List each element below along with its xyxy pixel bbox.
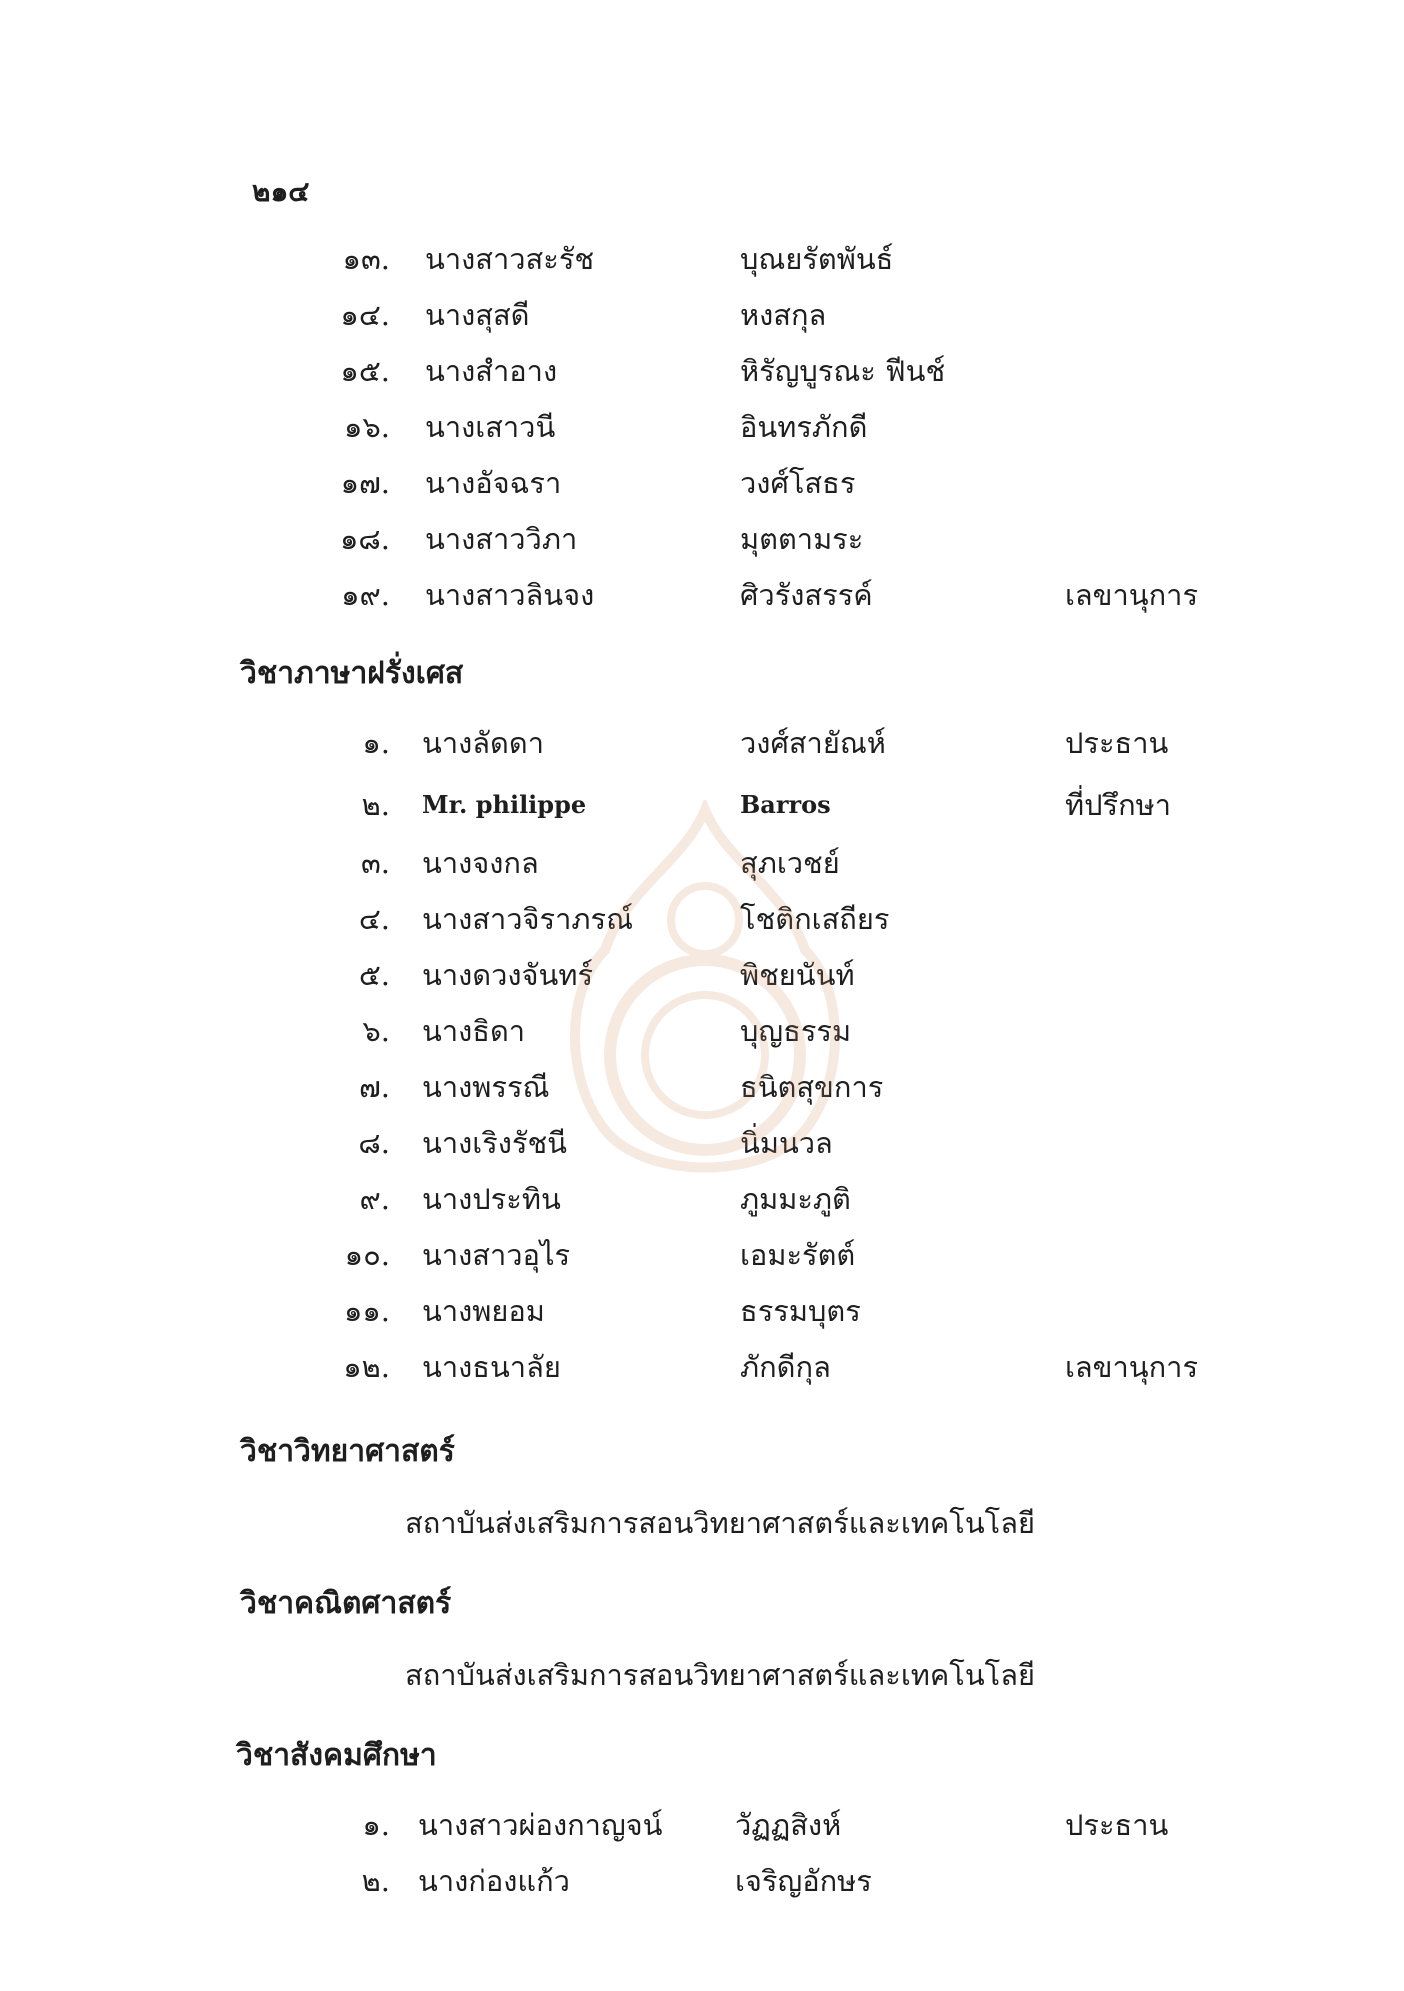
- last-name: ภักดีกุล: [740, 1350, 831, 1384]
- list-item: [0, 236, 1404, 286]
- first-name: นางสาวลินจง: [425, 578, 595, 612]
- last-name: วงศ์โสธร: [740, 466, 856, 500]
- list-item: [0, 1232, 1404, 1282]
- item-number: ๑.: [362, 1808, 390, 1842]
- heading-french: วิชาภาษาฝรั่งเศส: [240, 656, 464, 691]
- list-item: [0, 1344, 1404, 1394]
- item-number: ๙.: [359, 1182, 390, 1216]
- item-number: ๒.: [361, 1864, 390, 1898]
- first-name: นางธิดา: [422, 1014, 526, 1048]
- last-name: เอมะรัตต์: [740, 1238, 856, 1272]
- first-name: นางเสาวนี: [425, 410, 556, 444]
- first-name: นางพรรณี: [422, 1070, 550, 1104]
- last-name: ธนิตสุขการ: [740, 1070, 884, 1104]
- list-item: [0, 516, 1404, 566]
- role: เลขานุการ: [1065, 1350, 1199, 1384]
- first-name: นางสาววิภา: [425, 522, 578, 556]
- last-name: บุณยรัตพันธ์: [740, 242, 894, 276]
- list-item: [0, 460, 1404, 510]
- item-number: ๑๗.: [340, 466, 390, 500]
- first-name: นางสุสดี: [425, 298, 530, 332]
- list-item: [0, 1858, 1404, 1908]
- list-item: [0, 720, 1404, 770]
- item-number: ๑.: [362, 726, 390, 760]
- last-name: หิรัญบูรณะ ฟีนช์: [740, 354, 946, 388]
- item-number: ๑๕.: [340, 354, 390, 388]
- heading-social-studies: วิชาสังคมศึกษา: [236, 1738, 437, 1773]
- first-name: นางสาวสะรัช: [425, 242, 595, 276]
- watermark-seal-icon: [555, 800, 855, 1190]
- list-item: [0, 1288, 1404, 1338]
- item-number: ๒.: [361, 788, 390, 822]
- first-name: นางประทิน: [422, 1182, 561, 1216]
- last-name: วงศ์สายัณห์: [740, 726, 886, 760]
- first-name: นางพยอม: [422, 1294, 545, 1328]
- item-number: ๗.: [358, 1070, 390, 1104]
- first-name: นางอัจฉรา: [425, 466, 562, 500]
- heading-science: วิชาวิทยาศาสตร์: [240, 1434, 455, 1469]
- item-number: ๔.: [358, 902, 390, 936]
- role: ประธาน: [1065, 726, 1169, 760]
- first-name: Mr. philippe: [422, 790, 587, 819]
- last-name: พิชยนันท์: [740, 958, 855, 992]
- item-number: ๘.: [358, 1126, 390, 1160]
- seal-inner-ring: [645, 995, 765, 1115]
- list-item: [0, 404, 1404, 454]
- last-name: หงสกุล: [740, 298, 827, 332]
- last-name: มุตตามระ: [740, 522, 864, 556]
- list-item: [0, 292, 1404, 342]
- last-name: ศิวรังสรรค์: [740, 578, 873, 612]
- first-name: นางเริงรัชนี: [422, 1126, 567, 1160]
- first-name: นางสาวจิราภรณ์: [422, 902, 633, 936]
- first-name: นางสาวอุไร: [422, 1238, 571, 1272]
- first-name: นางดวงจันทร์: [422, 958, 594, 992]
- first-name: นางลัดดา: [422, 726, 544, 760]
- math-institution: สถาบันส่งเสริมการสอนวิทยาศาสตร์และเทคโนโลยี: [405, 1658, 1035, 1692]
- item-number: ๑๐.: [344, 1238, 390, 1272]
- last-name: ธรรมบุตร: [740, 1294, 861, 1328]
- list-item: [0, 572, 1404, 622]
- item-number: ๑๖.: [343, 410, 390, 444]
- item-number: ๓.: [360, 846, 390, 880]
- last-name: อินทรภักดี: [740, 410, 868, 444]
- item-number: ๑๓.: [342, 242, 390, 276]
- first-name: นางสาวผ่องกาญจน์: [418, 1808, 663, 1842]
- first-name: นางธนาลัย: [422, 1350, 561, 1384]
- item-number: ๑๘.: [340, 522, 390, 556]
- page-number: ๒๑๔: [252, 175, 310, 208]
- item-number: ๑๙.: [341, 578, 390, 612]
- item-number: ๖.: [362, 1014, 390, 1048]
- heading-math: วิชาคณิตศาสตร์: [240, 1586, 452, 1621]
- first-name: นางก่องแก้ว: [418, 1864, 570, 1898]
- last-name: เจริญอักษร: [735, 1864, 872, 1898]
- role: ประธาน: [1065, 1808, 1169, 1842]
- role: ที่ปรึกษา: [1065, 788, 1172, 822]
- last-name: บุญธรรม: [740, 1014, 852, 1048]
- first-name: นางจงกล: [422, 846, 539, 880]
- role: เลขานุการ: [1065, 578, 1199, 612]
- item-number: ๕.: [358, 958, 390, 992]
- science-institution: สถาบันส่งเสริมการสอนวิทยาศาสตร์และเทคโนโลยี: [405, 1506, 1035, 1540]
- item-number: ๑๔.: [340, 298, 390, 332]
- first-name: นางสำอาง: [425, 354, 558, 388]
- list-item: [0, 348, 1404, 398]
- seal-top-wheel: [671, 886, 739, 954]
- last-name: นิ่มนวล: [740, 1126, 833, 1160]
- item-number: ๑๒.: [343, 1350, 390, 1384]
- last-name: โชติกเสถียร: [740, 902, 890, 936]
- item-number: ๑๑.: [343, 1294, 390, 1328]
- last-name: ภูมมะภูติ: [740, 1182, 851, 1216]
- last-name: วัฏฏสิงห์: [735, 1808, 842, 1842]
- seal-center-ring: [610, 960, 800, 1150]
- list-item: [0, 1802, 1404, 1852]
- last-name: Barros: [740, 790, 831, 819]
- last-name: สุภเวชย์: [740, 846, 840, 880]
